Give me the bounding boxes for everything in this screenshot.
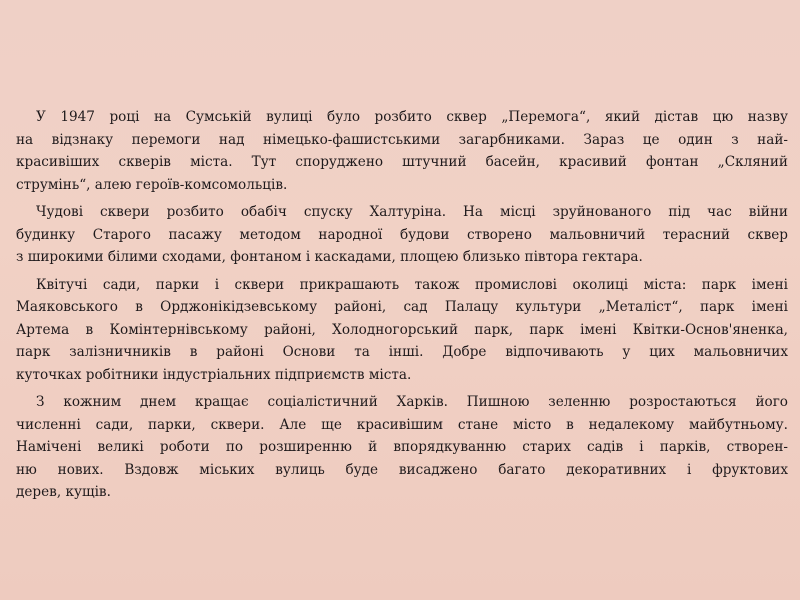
text-line: Артема в Комінтернівському районі, Холодногорський парк, парк імені Квітки-Основ'яненка, [16,321,788,338]
text-line: з широкими білими сходами, фонтаном і каскадами, площею близько півтора гектара. [16,249,643,265]
text-line: парк залізничників в районі Основи та інші. Добре відпочивають у цих мальовничих [16,344,788,360]
text-line: Намічені великі роботи по розширенню й впорядкуванню старих садів і парків, створен- [16,439,788,455]
paragraph-future-kharkiv [16,391,788,504]
paragraph-square-peremoha [16,106,788,196]
paragraph-khalturin-descent [16,201,788,269]
text-line: Квітучі сади, парки і сквери прикрашають також промислові околиці міста: парк імені [36,276,788,293]
body-text [16,106,788,509]
text-line: на відзнаку перемоги над німецько-фашистськими загарбниками. Зараз це один з най- [16,131,788,148]
text-line: Маяковського в Орджонікідзевському районі, сад Палацу культури „Металіст“, парк імені [16,299,788,315]
text-line: У 1947 році на Сумській вулиці було розбито сквер „Перемога“, який дістав цю назву [36,109,788,125]
text-line: ню нових. Вздовж міських вулиць буде висаджено багато декоративних і фруктових [16,461,788,478]
text-line: Чудові сквери розбито обабіч спуску Халтуріна. На місці зруйнованого під час війни [36,204,788,220]
text-line: куточках робітники індустріальних підприємств міста. [16,366,412,383]
paragraph-industrial-parks [16,274,788,387]
text-line: красивіших скверів міста. Тут споруджено штучний басейн, красивий фонтан „Скляний [16,154,788,170]
text-line: будинку Старого пасажу методом народної будови створено мальовничий терасний сквер [16,226,788,243]
text-line: З кожним днем кращає соціалістичний Харків. Пишною зеленню розростаються його [36,394,788,410]
text-line: численні сади, парки, сквери. Але ще красивішим стане місто в недалекому майбутньому. [16,416,788,433]
text-line: дерев, кущів. [16,484,111,500]
text-line: струмінь“, алею героїв-комсомольців. [16,176,288,193]
